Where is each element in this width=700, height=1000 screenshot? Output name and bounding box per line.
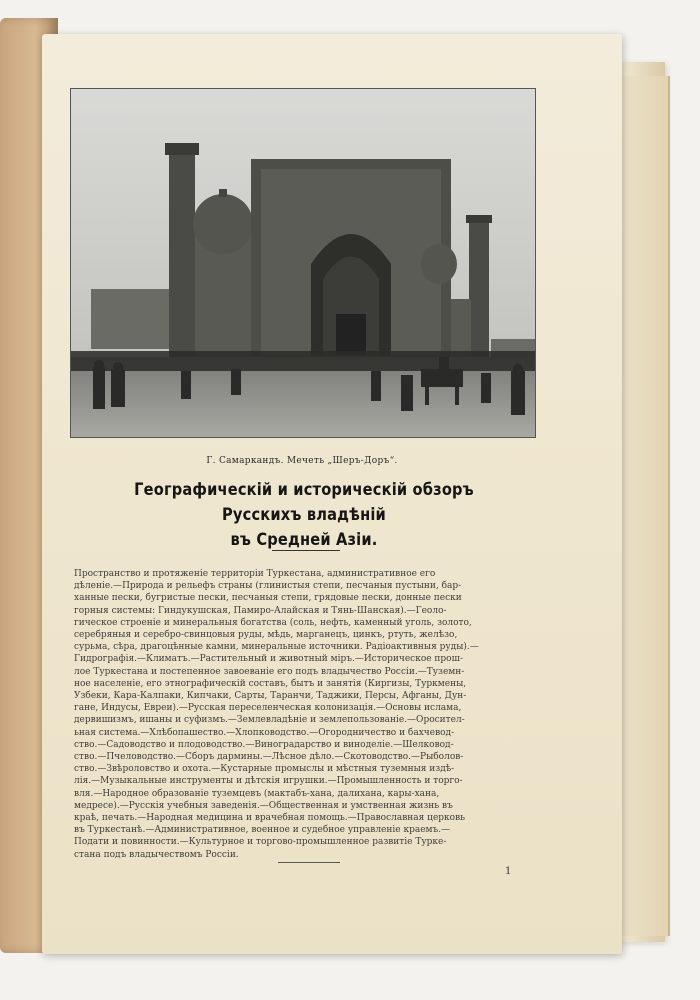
text-line: Узбеки, Кара-Калпаки, Кипчаки, Сарты, Таранчи, Таджики, Персы, Афганы, Дун- <box>74 691 467 702</box>
text-line: ьная система.—Хлѣбопашество.—Хлопководство.—Огородничество и бахчевод- <box>74 727 455 738</box>
text-line: дѣленіе.—Природа и рельефъ страны (глинистыя степи, песчаныя пустыни, бар- <box>74 581 462 592</box>
text-line: ство.—Пчеловодство.—Сборъ дармины.—Лѣсное дѣло.—Скотоводство.—Рыболов- <box>74 752 464 763</box>
text-line: лія.—Музыкальные инструменты и дѣтскія игрушки.—Промышленность и торго- <box>74 776 463 787</box>
mosque-photograph <box>70 88 536 438</box>
text-line: ное населеніе, его этнографическій составъ, бытъ и занятія (Киргизы, Туркмены, <box>74 678 467 689</box>
text-line: медресе).—Русскія учебныя заведенія.—Общественная и умственная жизнь въ <box>74 800 453 811</box>
text-line: горныя системы: Гиндукушская, Памиро-Алайская и Тянь-Шанская).—Геоло- <box>74 605 447 616</box>
text-line: Гидрографія.—Климатъ.—Растительный и животный міръ.—Историческое прош- <box>74 654 464 665</box>
title-divider <box>272 550 340 551</box>
text-line: ханные пески, бугристые пески, песчаныя степи, грядовые пески, донные пески <box>74 593 462 604</box>
bottom-divider <box>278 862 340 863</box>
text-line: серебряныя и серебро-свинцовыя руды, мѣдь, марганецъ, цинкъ, ртуть, желѣзо, <box>74 630 458 641</box>
text-line: ство.—Звѣроловство и охота.—Кустарные промыслы и мѣстныя туземныя издѣ- <box>74 764 455 775</box>
article-title <box>103 478 505 553</box>
title-line-1: Географическій и историческій обзоръ Русскихъ владѣній <box>134 480 474 525</box>
text-line: Пространство и протяженіе территоріи Туркестана, административное его <box>74 569 436 579</box>
text-line: краѣ, печать.—Народная медицина и врачебная помощь.—Православная церковь <box>74 813 466 824</box>
title-line-2: въ Средней Азіи. <box>230 530 378 550</box>
text-line: Подати и повинности.—Культурное и торгово-промышленное развитіе Турке- <box>74 837 447 848</box>
text-line: лое Туркестана и постепенное завоеваніе его подъ владычество Россіи.—Туземн- <box>74 666 465 677</box>
text-line: вля.—Народное образованіе туземцевъ (мактабъ-хана, далихана, кары-хана, <box>74 788 440 799</box>
text-line: гическое строеніе и минеральныя богатства (соль, нефть, каменный уголь, золото, <box>74 617 472 628</box>
text-line: дервишизмъ, ишаны и суфизмъ.—Землевладѣніе и землепользованіе.—Оросител- <box>74 715 465 726</box>
text-line: стана подъ владычествомъ Россіи. <box>74 849 239 860</box>
text-line: гане, Индусы, Евреи).—Русская переселенческая колонизація.—Основы ислама, <box>74 703 462 714</box>
page-edges-back <box>620 76 670 936</box>
text-line: въ Туркестанѣ.—Административное, военное и судебное управленіе краемъ.— <box>74 825 451 836</box>
page-number: 1 <box>505 866 512 877</box>
text-line: ство.—Садоводство и плодоводство.—Виноградарство и виноделіе.—Шелковод- <box>74 739 454 750</box>
table-of-contents-text <box>74 568 534 861</box>
text-line: сурьма, сѣра, драгоцѣнные камни, минеральные источники. Радіоактивныя руды).— <box>74 642 479 653</box>
photo-caption: Г. Самаркандъ. Мечеть „Шеръ-Доръ“. <box>206 456 398 466</box>
